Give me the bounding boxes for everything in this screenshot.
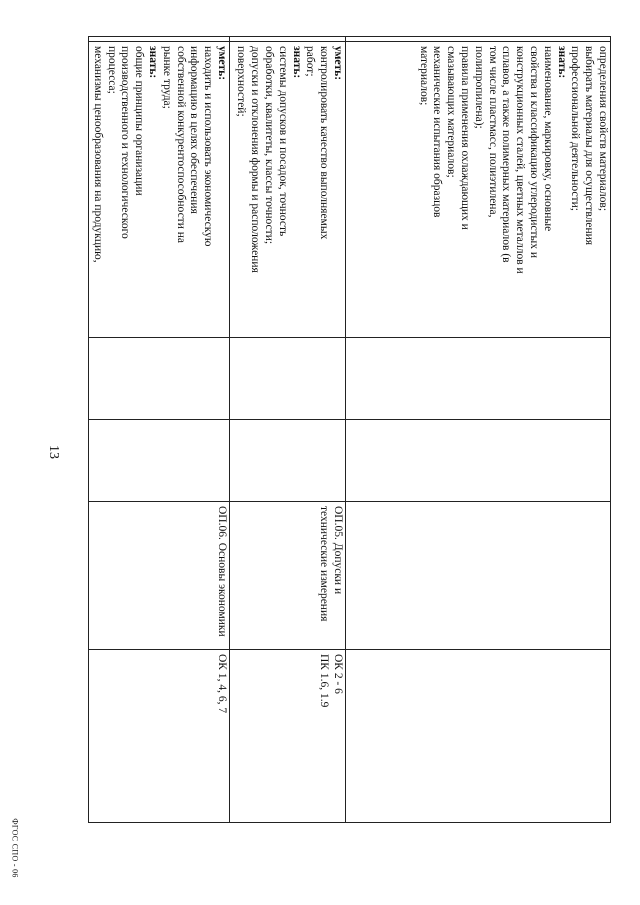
table-line: знать: xyxy=(555,46,568,79)
table-row xyxy=(230,37,346,823)
hours-cell xyxy=(89,420,230,502)
table-line: профессиональной деятельности; xyxy=(569,46,582,211)
table-line: механизмы ценообразования на продукцию, xyxy=(91,46,104,263)
table-line: полипропилена); xyxy=(472,46,485,129)
table-line: собственной конкурентоспособности на xyxy=(174,46,187,243)
hours-cell xyxy=(230,338,346,420)
table-row xyxy=(346,37,611,823)
competencies-cell xyxy=(346,650,611,823)
hours-cell xyxy=(89,338,230,420)
table-row xyxy=(89,37,230,823)
discipline-cell xyxy=(89,502,230,650)
hours-cell xyxy=(346,420,611,502)
competencies-cell xyxy=(89,650,230,823)
table-line: системы допусков и посадок, точность xyxy=(276,46,289,237)
table-line: знать: xyxy=(290,46,303,79)
table-line: обработки, квалитеты, классы точности; xyxy=(263,46,276,245)
standards-table-wrapper xyxy=(91,36,611,822)
discipline-cell xyxy=(346,502,611,650)
standards-table xyxy=(88,36,611,823)
table-line: определения свойств материалов; xyxy=(597,46,609,212)
hours-cell xyxy=(346,338,611,420)
table-line: контролировать качество выполняемых xyxy=(318,46,331,240)
discipline-cell xyxy=(230,502,346,650)
table-line: правила применения охлаждающих и xyxy=(459,46,472,230)
table-line: информацию в целях обеспечения xyxy=(188,46,201,214)
table-line: работ; xyxy=(304,46,317,77)
table-line: том числе пластмасс, полиэтилена, xyxy=(486,46,499,218)
footer-code: ФГОС СПО - 06 xyxy=(10,818,20,878)
skills-knowledge-cell xyxy=(230,42,346,338)
table-line: знать: xyxy=(147,46,160,79)
discipline-name: ОП.05. Допуски и технические измерения xyxy=(318,506,344,622)
table-line: механические испытания образцов xyxy=(431,46,444,218)
competencies-cell xyxy=(230,650,346,823)
table-line: свойства и классификацию углеродистых и xyxy=(528,46,541,259)
competency-code: ОК 2 - 6 xyxy=(332,654,344,694)
table-line: поверхностей; xyxy=(235,46,248,117)
skills-knowledge-cell xyxy=(346,42,611,338)
page-number: 13 xyxy=(46,445,61,459)
table-line: общие принципы организации xyxy=(133,46,146,196)
table-line: уметь: xyxy=(332,46,344,81)
table-line: допуски и отклонения формы и расположения xyxy=(249,46,262,273)
competency-code: ОК 1, 4, 6, 7 xyxy=(216,654,228,714)
table-line: конструкционных сталей, цветных металлов и xyxy=(514,46,527,274)
table-line: производственного и технологического xyxy=(119,46,132,239)
table-line: выбирать материалы для осуществления xyxy=(583,46,596,246)
table-line: рынке труда; xyxy=(160,46,173,109)
hours-cell xyxy=(230,420,346,502)
discipline-name: ОП.06. Основы экономики xyxy=(216,506,228,637)
competency-code: ПК 1.6, 1.9 xyxy=(318,654,331,708)
table-line: наименование, маркировку, основные xyxy=(541,46,554,232)
table-line: находить и использовать экономическую xyxy=(202,46,215,247)
table-line: уметь: xyxy=(216,46,228,81)
skills-knowledge-cell xyxy=(89,42,230,338)
table-line: материалов; xyxy=(417,46,430,106)
table-line: сплавов, а также полимерных материалов (в xyxy=(500,46,513,263)
table-line: смазывающих материалов; xyxy=(445,46,458,178)
table-line: процесса; xyxy=(105,46,118,94)
